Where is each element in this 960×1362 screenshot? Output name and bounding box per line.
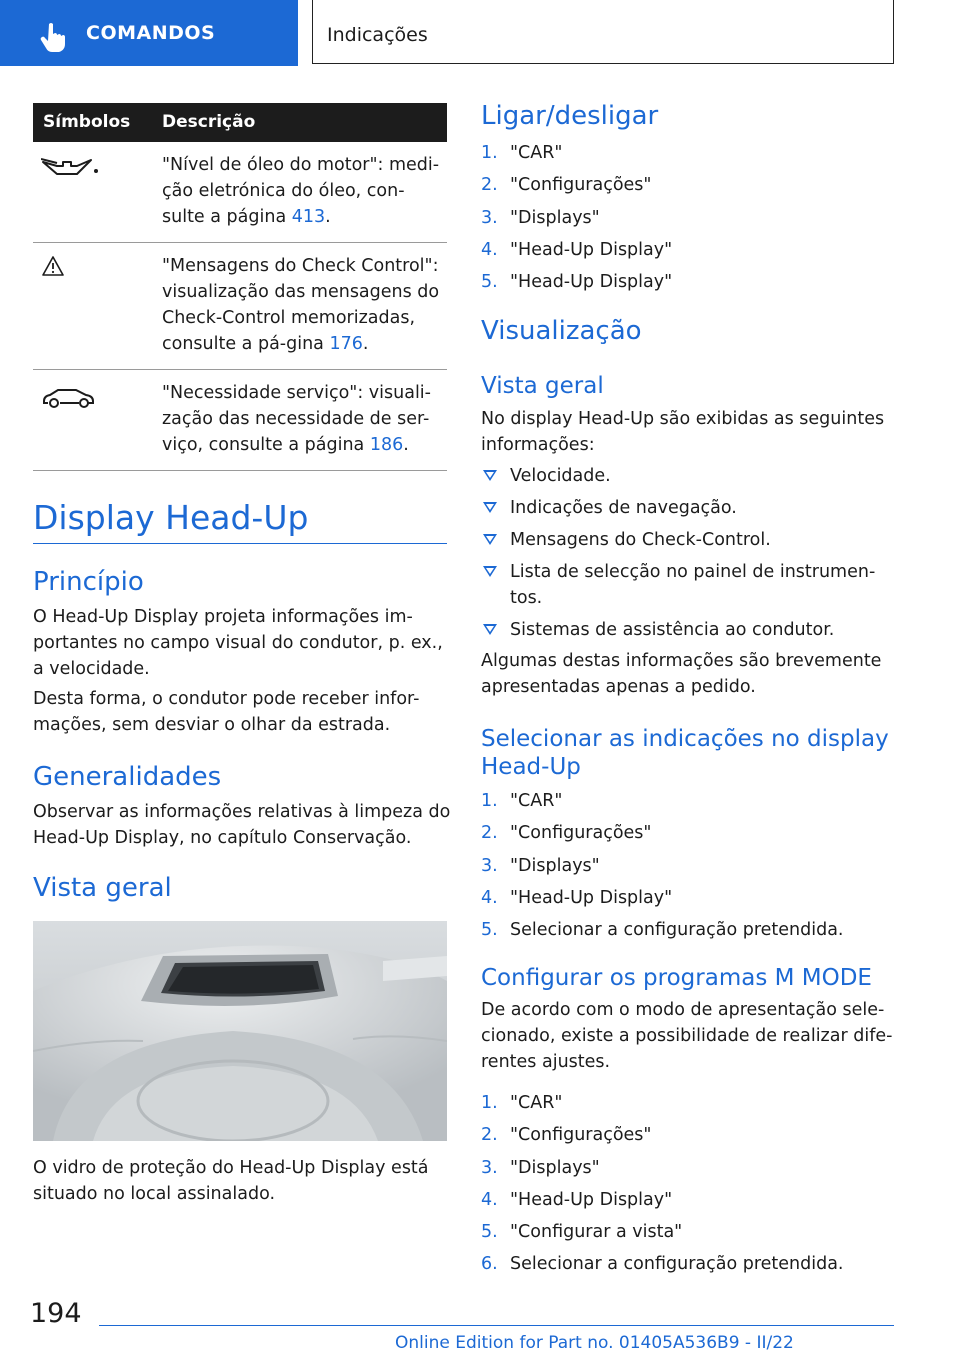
overview-heading-left: Vista geral: [33, 873, 172, 903]
step-number: 2.: [481, 175, 498, 196]
step-text: "Configurações": [510, 175, 652, 196]
row-description: [162, 370, 447, 470]
onoff-heading: Ligar/desligar: [481, 101, 659, 131]
page-link-413[interactable]: 413: [291, 207, 326, 227]
list-item: [481, 495, 893, 521]
step-number: 4.: [481, 1189, 498, 1210]
col-description-header: Descrição: [162, 112, 256, 132]
step-number: 1.: [481, 791, 498, 811]
select-heading: Selecionar as indicações no display Head-Up: [481, 726, 889, 780]
list-item: [481, 617, 893, 643]
step-text: "Displays": [510, 1157, 600, 1178]
page-link-186[interactable]: 186: [369, 435, 404, 455]
principle-paragraph-1: O Head-Up Display projeta informações im-portantes no campo visual do condutor, p. ex., a velocidade.: [33, 607, 443, 679]
step-number: 4.: [481, 239, 498, 260]
footer-edition: Online Edition for Part no. 01405A536B9 - II/22: [395, 1333, 794, 1353]
row-description: [162, 142, 447, 242]
step-text: "Displays": [510, 207, 600, 228]
bullet-triangle-icon: [483, 566, 497, 577]
bullet-triangle-icon: [483, 534, 497, 545]
step-number: 1.: [481, 1093, 498, 1113]
symbols-table: [33, 103, 447, 471]
step-text: "Configurações": [510, 1125, 652, 1146]
step-number: 5.: [481, 1222, 498, 1243]
dashboard-photo: [33, 921, 447, 1141]
title-rule: [33, 543, 447, 544]
step-number: 3.: [481, 207, 498, 228]
row-text: "Necessidade serviço": visuali-zação das necessidade de ser-viço, consulte a página: [162, 383, 431, 455]
col-symbols-header: Símbolos: [43, 112, 131, 132]
list-item: [481, 559, 893, 611]
row-description: [162, 243, 447, 369]
section-label: COMANDOS: [86, 22, 216, 44]
oil-can-icon: [41, 156, 99, 178]
step-text: "Displays": [510, 855, 600, 876]
step-number: 5.: [481, 272, 498, 293]
overview-list: [481, 463, 893, 649]
row-text: "Nível de óleo do motor": medi-ção eletrónica do óleo, con-sulte a página: [162, 155, 440, 227]
item-text: Lista de selecção no painel de instrumen-tos.: [510, 562, 876, 608]
mmode-intro: De acordo com o modo de apresentação sele-cionado, existe a possibilidade de realizar dife-rentes ajustes.: [481, 1000, 893, 1072]
visualization-heading: Visualização: [481, 316, 642, 346]
step-number: 3.: [481, 1157, 498, 1178]
step-number: 2.: [481, 1125, 498, 1146]
car-service-icon: [41, 386, 97, 408]
pointing-hand-icon: [40, 22, 66, 52]
row-end: .: [362, 334, 369, 354]
item-text: Indicações de navegação.: [510, 498, 737, 518]
row-end: .: [403, 435, 409, 455]
step-text: "CAR": [510, 1093, 563, 1113]
step-text: "CAR": [510, 143, 563, 163]
table-header: [33, 103, 447, 142]
bullet-triangle-icon: [483, 624, 497, 635]
principle-paragraph-2: Desta forma, o condutor pode receber infor-mações, sem desviar o olhar da estrada.: [33, 689, 420, 735]
overview-note: Algumas destas informações são brevemente apresentadas apenas a pedido.: [481, 651, 882, 697]
overview-intro: No display Head-Up são exibidas as seguintes informações:: [481, 409, 885, 455]
chapter-label: Indicações: [327, 24, 428, 46]
warning-triangle-icon: [41, 255, 65, 277]
page-number: 194: [30, 1298, 82, 1329]
table-row: [33, 243, 447, 370]
section-title: Display Head-Up: [33, 498, 309, 537]
section-tab[interactable]: [0, 0, 298, 66]
step-text: "Head-Up Display": [510, 239, 673, 260]
mmode-heading: Configurar os programas M MODE: [481, 965, 872, 991]
step-number: 5.: [481, 920, 498, 941]
step-number: 3.: [481, 855, 498, 876]
list-item: [481, 463, 893, 489]
principle-heading: Princípio: [33, 567, 144, 597]
step-text: Selecionar a configuração pretendida.: [510, 920, 844, 941]
general-paragraph: Observar as informações relativas à limpeza do Head-Up Display, no capítulo Conservação.: [33, 802, 451, 848]
overview-heading-right: Vista geral: [481, 373, 604, 399]
row-text: "Mensagens do Check Control": visualização das mensagens do Check-Control memorizadas, consulte a pá-gina: [162, 256, 440, 354]
table-row: [33, 142, 447, 243]
row-end: .: [325, 207, 331, 227]
step-text: "Configurar a vista": [510, 1222, 683, 1243]
step-text: "Head-Up Display": [510, 887, 673, 908]
page-link-176[interactable]: 176: [329, 334, 363, 354]
step-text: "Head-Up Display": [510, 1189, 673, 1210]
step-number: 2.: [481, 823, 498, 844]
table-row: [33, 370, 447, 471]
step-text: Selecionar a configuração pretendida.: [510, 1254, 844, 1275]
step-number: 6.: [481, 1254, 498, 1275]
bullet-triangle-icon: [483, 470, 497, 481]
step-number: 4.: [481, 887, 498, 908]
item-text: Velocidade.: [510, 466, 611, 486]
chapter-header: [312, 0, 894, 64]
general-heading: Generalidades: [33, 762, 222, 792]
step-number: 1.: [481, 143, 498, 163]
head-up-display-image: [33, 921, 447, 1141]
photo-caption: O vidro de proteção do Head-Up Display está situado no local assinalado.: [33, 1158, 429, 1204]
step-text: "Head-Up Display": [510, 272, 673, 293]
step-text: "Configurações": [510, 823, 652, 844]
item-text: Mensagens do Check-Control.: [510, 530, 771, 550]
item-text: Sistemas de assistência ao condutor.: [510, 620, 835, 640]
footer-rule: [99, 1325, 894, 1326]
step-text: "CAR": [510, 791, 563, 811]
bullet-triangle-icon: [483, 502, 497, 513]
list-item: [481, 527, 893, 553]
